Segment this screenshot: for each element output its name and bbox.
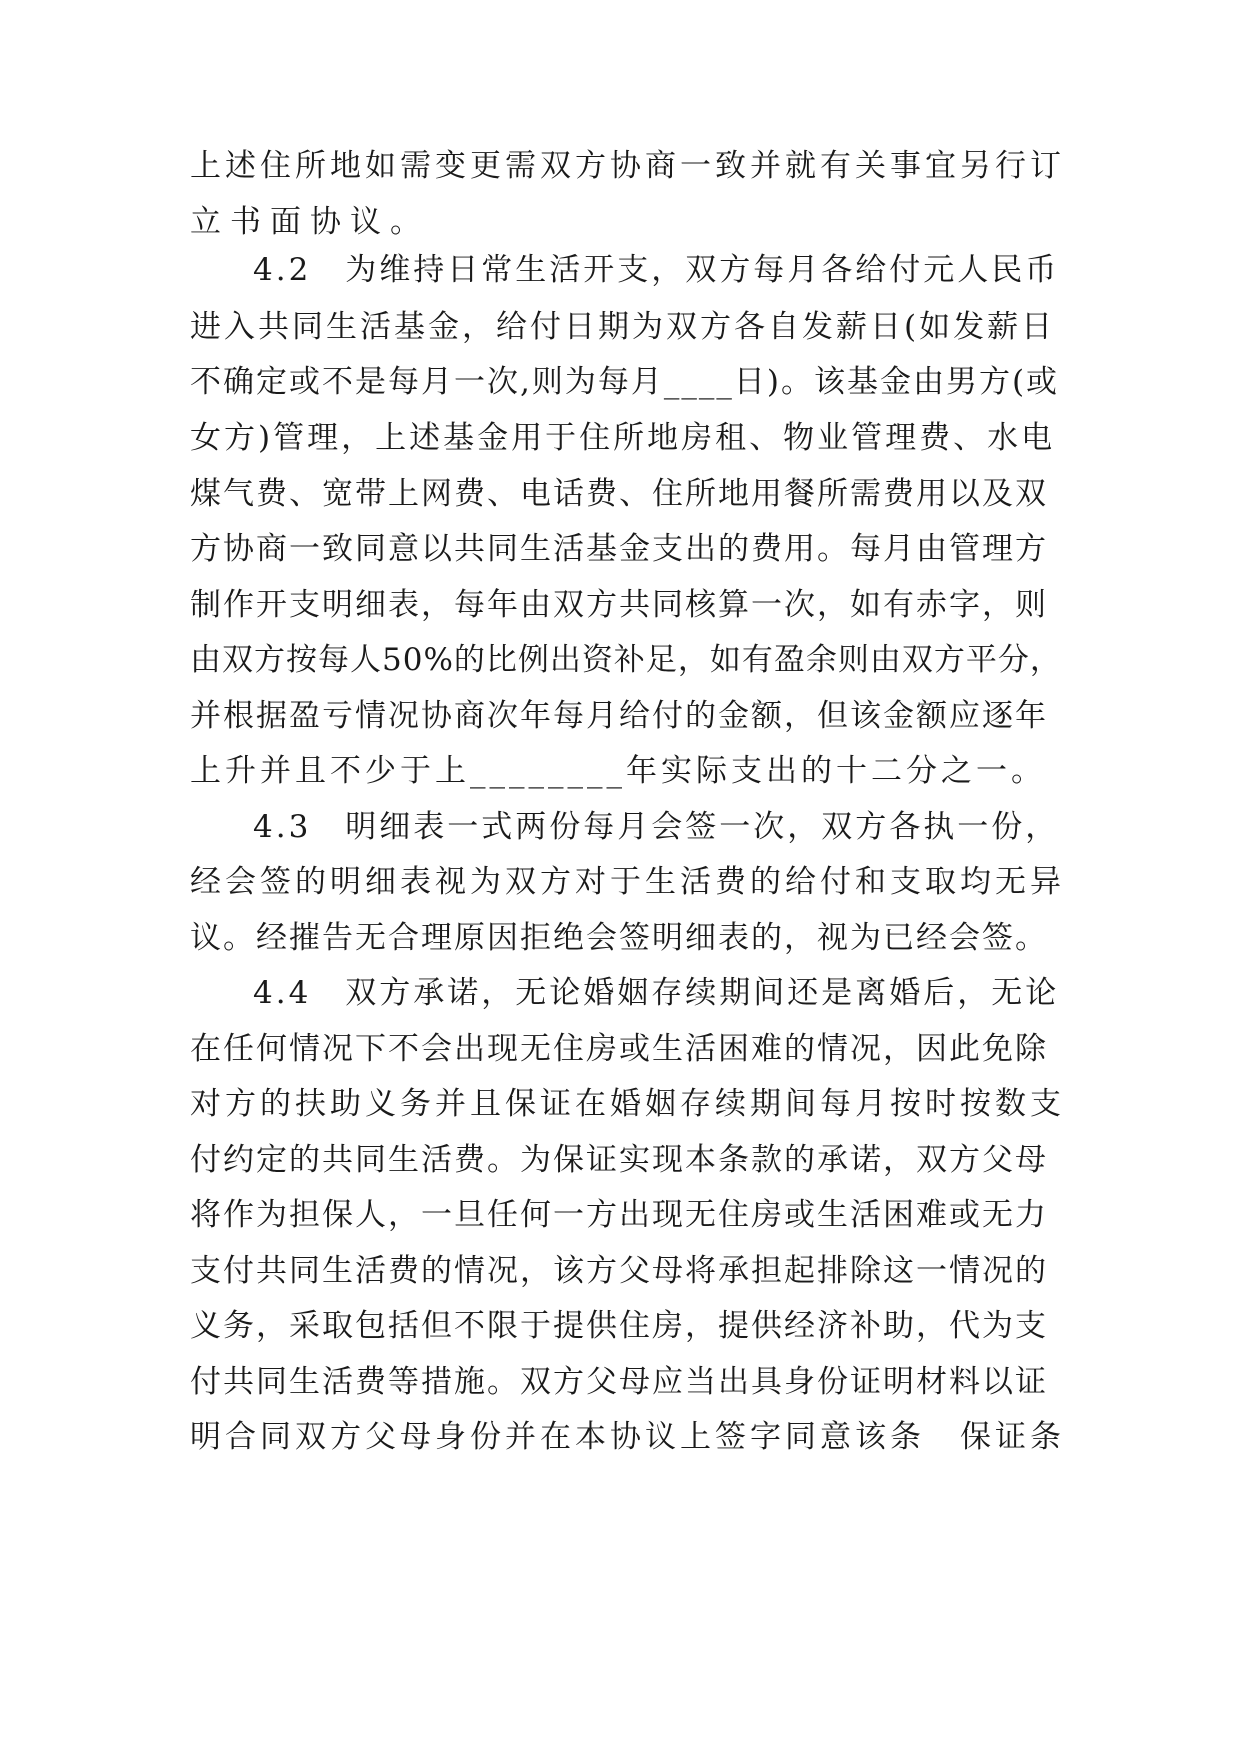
text-line: 进入共同生活基金，给付日期为双方各自发薪日(如发薪日: [190, 309, 1056, 345]
text-line: 义务，采取包括但不限于提供住房，提供经济补助，代为支: [190, 1308, 1048, 1344]
text-line: 不确定或不是每月一次,则为每月____日)。该基金由男方(或: [190, 364, 1060, 400]
text-line: 并根据盈亏情况协商次年每月给付的金额，但该金额应逐年: [190, 698, 1048, 734]
text-line: 上述住所地如需变更需双方协商一致并就有关事宜另行订: [190, 148, 1065, 184]
text-line: 立书面协议。: [190, 204, 430, 240]
text-line: 在任何情况下不会出现无住房或生活困难的情况，因此免除: [190, 1031, 1048, 1067]
text-line: 议。经摧告无合理原因拒绝会签明细表的，视为已经会签。: [190, 920, 1048, 956]
text-line: 方协商一致同意以共同生活基金支出的费用。每月由管理方: [190, 531, 1048, 567]
text-line: 煤气费、宽带上网费、电话费、住所地用餐所需费用以及双: [190, 476, 1048, 512]
text-line: 上升并且不少于上________年实际支出的十二分之一。: [190, 753, 1046, 789]
text-line: 将作为担保人，一旦任何一方出现无住房或生活困难或无力: [190, 1197, 1048, 1233]
text-line: 付共同生活费等措施。双方父母应当出具身份证明材料以证: [190, 1364, 1048, 1400]
text-line: 付约定的共同生活费。为保证实现本条款的承诺，双方父母: [190, 1142, 1048, 1178]
text-line: 明合同双方父母身份并在本协议上签字同意该条 保证条: [190, 1419, 1065, 1455]
paragraph-4-4-first-line: 4.4 双方承诺，无论婚姻存续期间还是离婚后，无论: [253, 975, 1060, 1011]
paragraph-4-3-first-line: 4.3 明细表一式两份每月会签一次，双方各执一份，: [253, 809, 1060, 845]
text-line: 对方的扶助义务并且保证在婚姻存续期间每月按时按数支: [190, 1086, 1065, 1122]
paragraph-4-2-first-line: 4.2 为维持日常生活开支，双方每月各给付元人民币: [253, 252, 1060, 288]
text-line: 制作开支明细表，每年由双方共同核算一次，如有赤字，则: [190, 587, 1048, 623]
text-line: 经会签的明细表视为双方对于生活费的给付和支取均无异: [190, 864, 1065, 900]
text-line: 支付共同生活费的情况，该方父母将承担起排除这一情况的: [190, 1253, 1048, 1289]
text-line: 女方)管理，上述基金用于住所地房租、物业管理费、水电: [190, 420, 1056, 456]
text-line: 由双方按每人50%的比例出资补足，如有盈余则由双方平分，: [190, 642, 1062, 678]
